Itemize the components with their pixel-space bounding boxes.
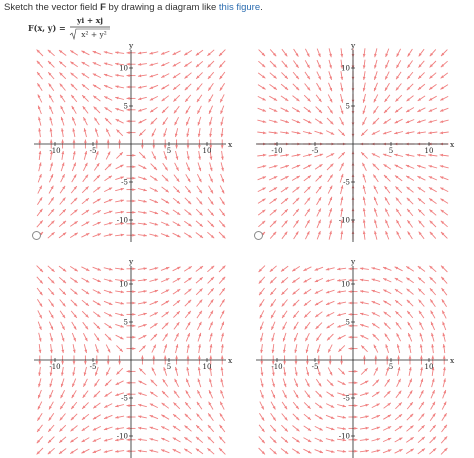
arrow-head-icon bbox=[440, 176, 444, 179]
arrow-head-icon bbox=[349, 267, 352, 270]
arrow-head-icon bbox=[132, 302, 135, 305]
arrow-head-icon bbox=[285, 165, 289, 168]
arrow-head-icon bbox=[388, 449, 392, 452]
question-prompt: Sketch the vector field F by drawing a diagram like this figure. bbox=[4, 2, 263, 13]
arrow-head-icon bbox=[84, 140, 87, 143]
arrow-head-icon bbox=[132, 188, 135, 191]
formula-numerator: yi + xj bbox=[77, 16, 103, 25]
arrow-head-icon bbox=[132, 347, 135, 350]
arrow-head-icon bbox=[221, 322, 224, 326]
arrow-head-icon bbox=[132, 279, 135, 282]
y-tick-label: 10 bbox=[341, 280, 350, 289]
arrow-head-icon bbox=[61, 117, 64, 121]
x-axis-label: x bbox=[450, 140, 455, 149]
arrow-head-icon bbox=[104, 428, 108, 431]
arrow-head-icon bbox=[198, 145, 201, 148]
arrow-head-icon bbox=[132, 234, 135, 237]
arrow-head-icon bbox=[95, 140, 98, 143]
arrow-head-icon bbox=[283, 338, 286, 342]
arrow-head-icon bbox=[320, 450, 324, 453]
arrow-head-icon bbox=[260, 327, 263, 331]
arrow-head-icon bbox=[320, 132, 324, 135]
y-axis-label: y bbox=[351, 257, 356, 266]
x-tick-label: 10 bbox=[424, 363, 434, 371]
x-axis-label: x bbox=[450, 356, 455, 365]
arrow-head-icon bbox=[107, 361, 110, 364]
field-plot-d bbox=[248, 258, 458, 458]
y-tick-label: 10 bbox=[341, 64, 350, 73]
arrow-head-icon bbox=[329, 76, 332, 80]
arrow-head-icon bbox=[340, 361, 343, 364]
arrow-head-icon bbox=[62, 338, 65, 342]
arrow-head-icon bbox=[127, 131, 130, 134]
arrow-head-icon bbox=[73, 361, 76, 364]
arrow-head-icon bbox=[295, 361, 298, 364]
y-tick-label: -5 bbox=[121, 178, 128, 187]
arrow-head-icon bbox=[187, 145, 190, 148]
arrow-head-icon bbox=[141, 145, 144, 148]
arrow-head-icon bbox=[260, 361, 263, 364]
arrow-head-icon bbox=[221, 179, 224, 183]
arrow-head-icon bbox=[150, 75, 154, 78]
arrow-head-icon bbox=[127, 450, 130, 453]
arrow-head-icon bbox=[385, 231, 388, 235]
arrow-head-icon bbox=[98, 233, 102, 236]
field-plot-c bbox=[26, 258, 236, 458]
arrow-head-icon bbox=[354, 438, 357, 441]
arrow-head-icon bbox=[431, 356, 434, 359]
arrow-head-icon bbox=[39, 174, 42, 178]
arrow-head-icon bbox=[443, 356, 446, 359]
arrow-head-icon bbox=[109, 291, 113, 294]
arrow-head-icon bbox=[132, 222, 135, 225]
arrow-head-icon bbox=[38, 361, 41, 364]
arrow-head-icon bbox=[155, 301, 159, 304]
arrow-head-icon bbox=[143, 177, 147, 180]
option-b-radio[interactable] bbox=[254, 231, 263, 240]
arrow-head-icon bbox=[297, 120, 301, 123]
arrow-head-icon bbox=[198, 379, 201, 383]
arrow-head-icon bbox=[383, 154, 387, 157]
arrow-head-icon bbox=[386, 356, 389, 359]
arrow-head-icon bbox=[127, 74, 130, 77]
field-plot-a-svg bbox=[26, 42, 236, 242]
x-tick-label: -10 bbox=[271, 147, 283, 155]
arrow-head-icon bbox=[127, 427, 130, 430]
arrow-head-icon bbox=[138, 109, 142, 112]
field-plot-d-svg bbox=[248, 258, 458, 458]
arrow-head-icon bbox=[127, 97, 130, 100]
y-tick-label: 5 bbox=[123, 318, 128, 327]
x-axis-label: x bbox=[228, 356, 233, 365]
arrow-head-icon bbox=[372, 290, 376, 293]
arrow-head-icon bbox=[38, 106, 41, 110]
arrow-head-icon bbox=[383, 132, 387, 135]
y-tick-label: -10 bbox=[338, 216, 350, 225]
arrow-head-icon bbox=[318, 231, 321, 235]
arrow-head-icon bbox=[349, 290, 352, 293]
arrow-head-icon bbox=[150, 415, 154, 418]
arrow-head-icon bbox=[164, 156, 167, 160]
arrow-head-icon bbox=[406, 120, 410, 123]
arrow-head-icon bbox=[199, 333, 202, 337]
arrow-head-icon bbox=[221, 356, 224, 359]
arrow-head-icon bbox=[377, 415, 381, 418]
arrow-head-icon bbox=[39, 327, 42, 331]
x-tick-label: -10 bbox=[271, 363, 283, 371]
arrow-head-icon bbox=[318, 54, 321, 58]
y-tick-label: -5 bbox=[121, 394, 128, 403]
arrow-head-icon bbox=[72, 384, 75, 388]
arrow-head-icon bbox=[363, 174, 366, 178]
option-a-radio[interactable] bbox=[32, 231, 41, 240]
axes bbox=[34, 257, 233, 458]
x-tick-label: 5 bbox=[388, 147, 394, 155]
arrow-head-icon bbox=[198, 122, 201, 126]
arrow-head-icon bbox=[409, 356, 412, 359]
arrow-head-icon bbox=[187, 168, 190, 172]
arrow-head-icon bbox=[73, 163, 76, 167]
arrow-head-icon bbox=[84, 361, 87, 364]
arrow-head-icon bbox=[152, 356, 155, 359]
arrow-head-icon bbox=[109, 199, 113, 202]
arrow-head-icon bbox=[420, 333, 423, 337]
arrow-head-icon bbox=[220, 111, 223, 115]
arrow-head-icon bbox=[143, 324, 147, 327]
x-tick-label: -5 bbox=[89, 147, 97, 155]
arrow-head-icon bbox=[198, 356, 201, 359]
arrow-head-icon bbox=[164, 367, 167, 371]
y-tick-label: 5 bbox=[345, 102, 350, 111]
arrow-head-icon bbox=[326, 291, 330, 294]
arrow-head-icon bbox=[93, 51, 97, 54]
arrow-head-icon bbox=[374, 356, 377, 359]
arrow-head-icon bbox=[284, 384, 287, 388]
arrow-head-icon bbox=[329, 88, 332, 92]
x-tick-label: -5 bbox=[311, 363, 319, 371]
x-tick-label: -10 bbox=[49, 363, 61, 371]
arrow-head-icon bbox=[341, 111, 344, 115]
arrow-head-icon bbox=[385, 54, 388, 58]
arrow-head-icon bbox=[118, 361, 121, 364]
arrow-head-icon bbox=[187, 356, 190, 359]
arrow-head-icon bbox=[354, 450, 357, 453]
arrow-head-icon bbox=[127, 381, 130, 384]
y-tick-label: 10 bbox=[119, 64, 128, 73]
arrow-head-icon bbox=[354, 393, 357, 396]
field-plot-b bbox=[248, 42, 458, 242]
arrow-head-icon bbox=[320, 154, 324, 157]
y-axis-label: y bbox=[129, 41, 134, 50]
y-tick-label: -10 bbox=[116, 216, 128, 225]
arrow-head-icon bbox=[443, 390, 446, 394]
arrow-head-icon bbox=[95, 372, 98, 376]
arrow-head-icon bbox=[374, 88, 377, 92]
arrow-head-icon bbox=[329, 197, 332, 201]
arrow-head-icon bbox=[132, 177, 135, 180]
arrow-head-icon bbox=[161, 52, 165, 55]
arrow-head-icon bbox=[175, 145, 178, 148]
arrow-head-icon bbox=[354, 427, 357, 430]
x-tick-label: -5 bbox=[89, 363, 97, 371]
arrow-head-icon bbox=[127, 404, 130, 407]
x-tick-label: -10 bbox=[49, 147, 61, 155]
arrow-head-icon bbox=[442, 322, 445, 326]
arrow-head-icon bbox=[386, 344, 389, 348]
arrow-head-icon bbox=[127, 86, 130, 89]
y-tick-label: -10 bbox=[338, 432, 350, 441]
arrow-head-icon bbox=[61, 140, 64, 143]
arrow-head-icon bbox=[294, 338, 297, 342]
arrow-head-icon bbox=[132, 154, 135, 157]
arrow-head-icon bbox=[132, 336, 135, 339]
arrow-head-icon bbox=[152, 145, 155, 148]
arrow-head-icon bbox=[420, 356, 423, 359]
y-tick-label: 10 bbox=[119, 280, 128, 289]
arrow-head-icon bbox=[164, 356, 167, 359]
y-tick-label: 5 bbox=[123, 102, 128, 111]
arrow-head-icon bbox=[318, 372, 321, 376]
arrow-head-icon bbox=[104, 416, 108, 419]
x-tick-label: 10 bbox=[424, 147, 434, 155]
arrow-head-icon bbox=[98, 268, 102, 271]
arrow-head-icon bbox=[104, 85, 108, 88]
arrow-head-icon bbox=[374, 76, 377, 80]
arrow-head-icon bbox=[306, 361, 309, 364]
y-tick-label: -10 bbox=[116, 432, 128, 441]
arrow-head-icon bbox=[337, 325, 341, 328]
arrow-head-icon bbox=[164, 344, 167, 348]
arrow-head-icon bbox=[377, 427, 381, 430]
arrow-head-icon bbox=[221, 145, 224, 148]
arrow-head-icon bbox=[138, 393, 142, 396]
x-tick-label: 10 bbox=[202, 147, 212, 155]
arrow-head-icon bbox=[331, 416, 335, 419]
vector-field-formula bbox=[28, 14, 148, 44]
arrow-head-icon bbox=[317, 349, 320, 353]
arrow-head-icon bbox=[354, 370, 357, 373]
x-tick-label: 5 bbox=[166, 147, 172, 155]
arrow-head-icon bbox=[349, 302, 352, 305]
arrow-head-icon bbox=[61, 361, 64, 364]
arrow-head-icon bbox=[166, 234, 170, 237]
arrow-head-icon bbox=[383, 267, 387, 270]
arrow-head-icon bbox=[408, 333, 411, 337]
arrow-head-icon bbox=[132, 324, 135, 327]
arrow-head-icon bbox=[261, 395, 264, 399]
arrow-head-icon bbox=[341, 174, 344, 178]
arrow-head-icon bbox=[360, 324, 364, 327]
arrow-head-icon bbox=[397, 356, 400, 359]
arrow-head-icon bbox=[132, 290, 135, 293]
arrow-head-icon bbox=[363, 356, 366, 359]
arrow-head-icon bbox=[365, 393, 369, 396]
arrow-head-icon bbox=[104, 74, 108, 77]
arrow-head-icon bbox=[109, 211, 113, 214]
arrow-head-icon bbox=[354, 381, 357, 384]
formula-denominator: x² + y² bbox=[81, 30, 107, 39]
y-axis-label: y bbox=[351, 41, 356, 50]
y-tick-label: -5 bbox=[343, 394, 350, 403]
y-axis-label: y bbox=[129, 257, 134, 266]
arrow-head-icon bbox=[155, 200, 159, 203]
arrow-head-icon bbox=[132, 211, 135, 214]
y-tick-label: -5 bbox=[343, 178, 350, 187]
field-plot-b-svg bbox=[248, 42, 458, 242]
x-axis-label: x bbox=[228, 140, 233, 149]
arrow-head-icon bbox=[186, 122, 189, 126]
arrow-head-icon bbox=[326, 302, 330, 305]
arrow-head-icon bbox=[93, 450, 97, 453]
field-plot-a bbox=[26, 42, 236, 242]
arrow-head-icon bbox=[417, 120, 421, 123]
arrow-head-icon bbox=[374, 208, 377, 212]
arrow-head-icon bbox=[62, 163, 65, 167]
arrow-head-icon bbox=[96, 349, 99, 353]
arrow-head-icon bbox=[155, 212, 159, 215]
arrow-head-icon bbox=[186, 379, 189, 383]
arrow-head-icon bbox=[38, 395, 41, 399]
arrow-head-icon bbox=[329, 208, 332, 212]
arrow-head-icon bbox=[220, 390, 223, 394]
arrow-head-icon bbox=[349, 347, 352, 350]
x-tick-label: 10 bbox=[202, 363, 212, 371]
arrow-head-icon bbox=[440, 109, 444, 112]
arrow-head-icon bbox=[150, 427, 154, 430]
arrow-head-icon bbox=[406, 165, 410, 168]
arrow-head-icon bbox=[127, 416, 130, 419]
arrow-head-icon bbox=[150, 86, 154, 89]
arrow-head-icon bbox=[175, 356, 178, 359]
arrow-head-icon bbox=[141, 356, 144, 359]
arrow-head-icon bbox=[283, 361, 286, 364]
arrow-head-icon bbox=[209, 356, 212, 359]
x-tick-label: 5 bbox=[388, 363, 394, 371]
figure-link[interactable]: this figure bbox=[218, 2, 261, 13]
arrow-head-icon bbox=[349, 313, 352, 316]
arrow-head-icon bbox=[285, 120, 289, 123]
arrow-head-icon bbox=[50, 140, 53, 143]
x-tick-label: -5 bbox=[311, 147, 319, 155]
arrow-head-icon bbox=[73, 338, 76, 342]
arrow-head-icon bbox=[372, 301, 376, 304]
arrow-head-icon bbox=[331, 428, 335, 431]
arrow-head-icon bbox=[95, 128, 98, 132]
arrow-head-icon bbox=[409, 379, 412, 383]
arrow-head-icon bbox=[155, 290, 159, 293]
arrow-head-icon bbox=[118, 140, 121, 143]
arrow-head-icon bbox=[61, 384, 64, 388]
arrow-head-icon bbox=[132, 313, 135, 316]
arrow-head-icon bbox=[109, 302, 113, 305]
arrow-head-icon bbox=[132, 165, 135, 168]
arrow-head-icon bbox=[354, 404, 357, 407]
arrow-head-icon bbox=[297, 165, 301, 168]
arrow-head-icon bbox=[166, 267, 170, 270]
arrow-head-icon bbox=[263, 176, 267, 179]
arrow-head-icon bbox=[329, 361, 332, 364]
y-tick-label: 5 bbox=[345, 318, 350, 327]
formula-lhs: F(x, y) = bbox=[28, 23, 66, 33]
arrow-head-icon bbox=[315, 268, 319, 271]
arrow-head-icon bbox=[363, 111, 366, 115]
arrow-head-icon bbox=[115, 108, 119, 111]
arrow-head-icon bbox=[199, 168, 202, 172]
arrow-head-icon bbox=[349, 336, 352, 339]
arrow-head-icon bbox=[115, 393, 119, 396]
arrow-head-icon bbox=[374, 197, 377, 201]
arrow-head-icon bbox=[354, 416, 357, 419]
arrow-head-icon bbox=[417, 165, 421, 168]
arrow-head-icon bbox=[161, 449, 165, 452]
arrow-head-icon bbox=[263, 109, 267, 112]
x-tick-label: 5 bbox=[166, 363, 172, 371]
arrow-head-icon bbox=[38, 140, 41, 143]
arrow-head-icon bbox=[132, 267, 135, 270]
arrow-head-icon bbox=[72, 117, 75, 121]
arrow-head-icon bbox=[187, 333, 190, 337]
arrow-head-icon bbox=[73, 140, 76, 143]
arrow-head-icon bbox=[127, 51, 130, 54]
field-plot-c-svg bbox=[26, 258, 236, 458]
arrow-head-icon bbox=[295, 384, 298, 388]
arrow-head-icon bbox=[127, 120, 130, 123]
arrow-head-icon bbox=[127, 370, 130, 373]
arrow-head-icon bbox=[164, 133, 167, 137]
arrow-head-icon bbox=[421, 379, 424, 383]
arrow-head-icon bbox=[107, 140, 110, 143]
arrow-head-icon bbox=[132, 200, 135, 203]
